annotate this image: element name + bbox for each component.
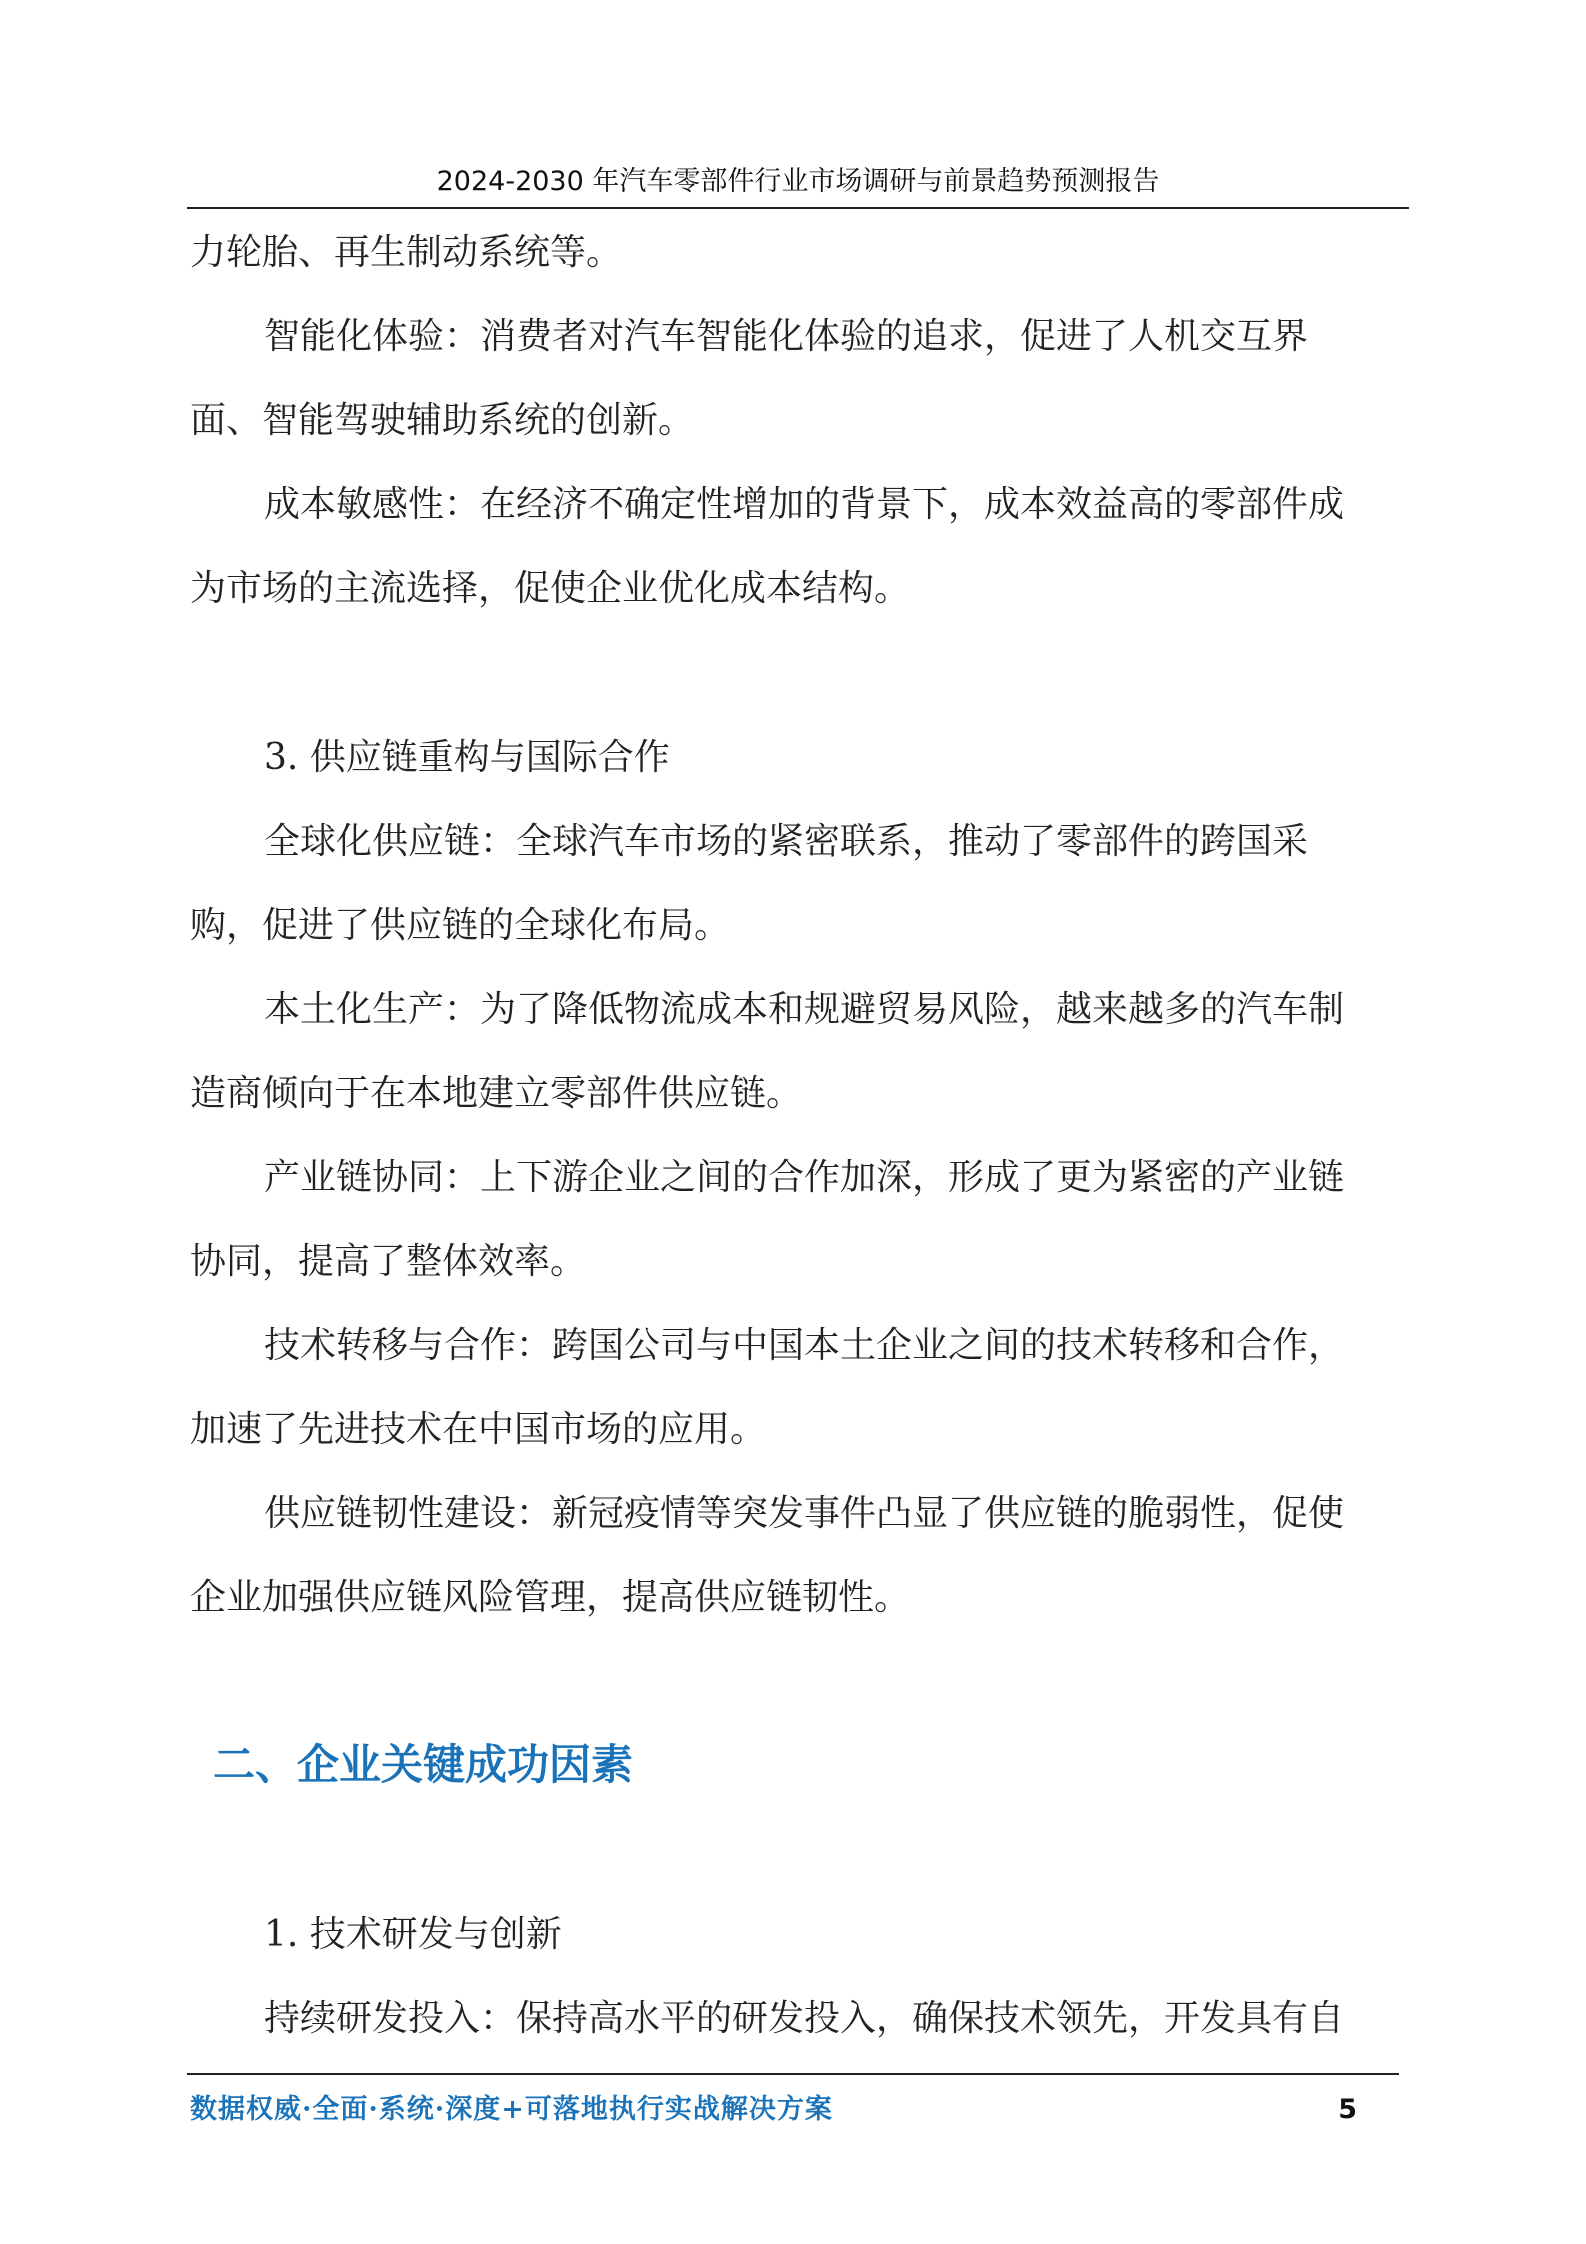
subsection-heading: 1. 技术研发与创新 — [264, 1914, 562, 1955]
header-divider — [187, 207, 1409, 209]
paragraph-line: 协同，提高了整体效率。 — [190, 1241, 587, 1282]
paragraph-line: 购，促进了供应链的全球化布局。 — [190, 905, 731, 946]
paragraph-line: 本土化生产：为了降低物流成本和规避贸易风险，越来越多的汽车制 — [264, 989, 1345, 1030]
footer-slogan: 数据权威·全面·系统·深度+可落地执行实战解决方案 — [190, 2094, 833, 2125]
page-header-title: 2024-2030 年汽车零部件行业市场调研与前景趋势预测报告 — [436, 166, 1160, 197]
paragraph-line: 持续研发投入：保持高水平的研发投入，确保技术领先，开发具有自 — [264, 1998, 1345, 2039]
paragraph-line: 力轮胎、再生制动系统等。 — [190, 232, 623, 273]
paragraph-line: 企业加强供应链风险管理，提高供应链韧性。 — [190, 1577, 911, 1618]
paragraph-line: 为市场的主流选择，促使企业优化成本结构。 — [190, 568, 911, 609]
paragraph-line: 产业链协同：上下游企业之间的合作加深，形成了更为紧密的产业链 — [264, 1157, 1345, 1198]
paragraph-line: 面、智能驾驶辅助系统的创新。 — [190, 400, 695, 441]
paragraph-line: 成本敏感性：在经济不确定性增加的背景下，成本效益高的零部件成 — [264, 484, 1345, 525]
subsection-heading: 3. 供应链重构与国际合作 — [264, 737, 670, 778]
paragraph-line: 加速了先进技术在中国市场的应用。 — [190, 1409, 767, 1450]
paragraph-line: 技术转移与合作：跨国公司与中国本土企业之间的技术转移和合作， — [264, 1325, 1345, 1366]
paragraph-line: 智能化体验：消费者对汽车智能化体验的追求，促进了人机交互界 — [264, 316, 1309, 357]
page-number: 5 — [1338, 2094, 1357, 2125]
paragraph-line: 全球化供应链：全球汽车市场的紧密联系，推动了零部件的跨国采 — [264, 821, 1309, 862]
section-heading: 二、企业关键成功因素 — [213, 1740, 634, 1789]
footer-divider — [187, 2073, 1399, 2075]
paragraph-line: 造商倾向于在本地建立零部件供应链。 — [190, 1073, 803, 1114]
paragraph-line: 供应链韧性建设：新冠疫情等突发事件凸显了供应链的脆弱性，促使 — [264, 1493, 1345, 1534]
